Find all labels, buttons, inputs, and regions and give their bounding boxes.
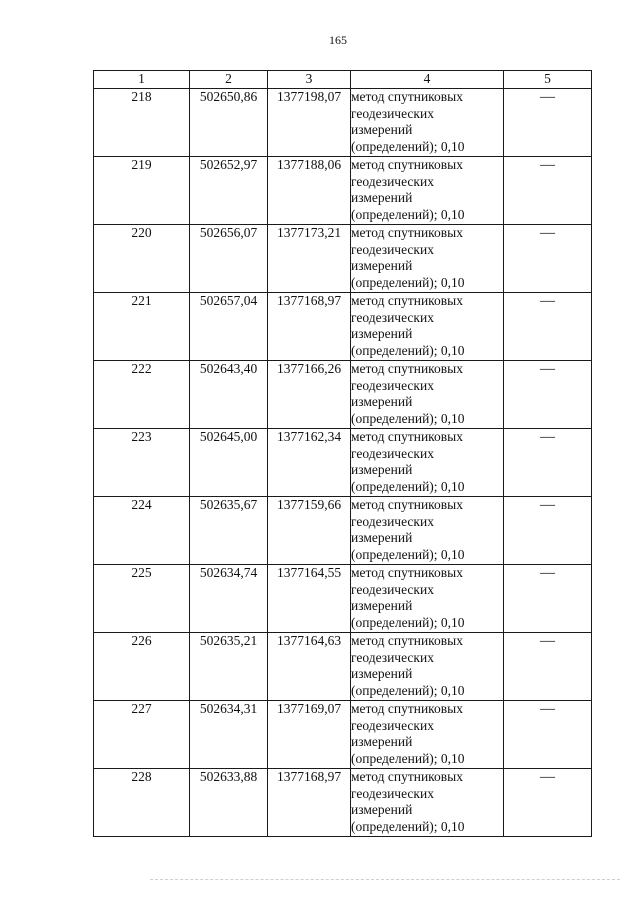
method-line: измерений	[351, 394, 413, 409]
table-row	[94, 565, 592, 633]
note-cell: —	[504, 293, 592, 361]
method-line: геодезических	[351, 581, 434, 597]
table-row	[94, 769, 592, 837]
note-cell: —	[504, 497, 592, 565]
table-row	[94, 361, 592, 429]
point-number-cell: 224	[94, 497, 190, 565]
column-header-1: 1	[94, 71, 190, 89]
point-number-cell: 222	[94, 361, 190, 429]
point-number-cell: 225	[94, 565, 190, 633]
table-header	[94, 71, 592, 89]
method-cell	[351, 429, 504, 497]
point-number-cell: 228	[94, 769, 190, 837]
table-row	[94, 157, 592, 225]
table-row	[94, 497, 592, 565]
method-line: метод спутниковых	[351, 565, 463, 580]
method-line: измерений	[351, 598, 413, 613]
method-cell	[351, 769, 504, 837]
method-line: измерений	[351, 462, 413, 477]
method-line: метод спутниковых	[351, 225, 463, 240]
x-coordinate-cell: 502657,04	[190, 293, 268, 361]
note-cell: —	[504, 429, 592, 497]
method-line: геодезических	[351, 445, 434, 461]
method-line: метод спутниковых	[351, 497, 463, 512]
method-line: измерений	[351, 802, 413, 817]
method-cell	[351, 157, 504, 225]
method-line: геодезических	[351, 241, 434, 257]
method-line: (определений); 0,10	[351, 478, 465, 494]
method-line: (определений); 0,10	[351, 274, 465, 290]
y-coordinate-cell: 1377164,55	[268, 565, 351, 633]
method-line: метод спутниковых	[351, 429, 463, 444]
point-number-cell: 226	[94, 633, 190, 701]
x-coordinate-cell: 502656,07	[190, 225, 268, 293]
x-coordinate-cell: 502650,86	[190, 89, 268, 157]
y-coordinate-cell: 1377188,06	[268, 157, 351, 225]
y-coordinate-cell: 1377198,07	[268, 89, 351, 157]
method-line: геодезических	[351, 785, 434, 801]
x-coordinate-cell: 502635,67	[190, 497, 268, 565]
table-row	[94, 701, 592, 769]
method-line: метод спутниковых	[351, 701, 463, 716]
y-coordinate-cell: 1377162,34	[268, 429, 351, 497]
method-line: измерений	[351, 530, 413, 545]
coordinates-table	[93, 70, 592, 837]
y-coordinate-cell: 1377168,97	[268, 293, 351, 361]
table-row	[94, 633, 592, 701]
method-cell	[351, 361, 504, 429]
table-row	[94, 225, 592, 293]
method-cell	[351, 701, 504, 769]
method-line: геодезических	[351, 309, 434, 325]
method-line: геодезических	[351, 717, 434, 733]
note-cell: —	[504, 157, 592, 225]
y-coordinate-cell: 1377168,97	[268, 769, 351, 837]
method-line: измерений	[351, 190, 413, 205]
y-coordinate-cell: 1377164,63	[268, 633, 351, 701]
column-header-5: 5	[504, 71, 592, 89]
y-coordinate-cell: 1377159,66	[268, 497, 351, 565]
x-coordinate-cell: 502643,40	[190, 361, 268, 429]
column-header-2: 2	[190, 71, 268, 89]
method-cell	[351, 565, 504, 633]
x-coordinate-cell: 502635,21	[190, 633, 268, 701]
note-cell: —	[504, 565, 592, 633]
method-line: геодезических	[351, 173, 434, 189]
y-coordinate-cell: 1377173,21	[268, 225, 351, 293]
column-header-3: 3	[268, 71, 351, 89]
method-cell	[351, 293, 504, 361]
method-line: (определений); 0,10	[351, 342, 465, 358]
method-line: метод спутниковых	[351, 293, 463, 308]
x-coordinate-cell: 502652,97	[190, 157, 268, 225]
x-coordinate-cell: 502633,88	[190, 769, 268, 837]
method-cell	[351, 497, 504, 565]
point-number-cell: 223	[94, 429, 190, 497]
method-line: метод спутниковых	[351, 361, 463, 376]
method-line: (определений); 0,10	[351, 750, 465, 766]
method-cell	[351, 633, 504, 701]
x-coordinate-cell: 502645,00	[190, 429, 268, 497]
note-cell: —	[504, 89, 592, 157]
table-row	[94, 89, 592, 157]
method-line: метод спутниковых	[351, 89, 463, 104]
method-line: (определений); 0,10	[351, 410, 465, 426]
method-line: геодезических	[351, 377, 434, 393]
point-number-cell: 218	[94, 89, 190, 157]
method-line: измерений	[351, 734, 413, 749]
method-line: (определений); 0,10	[351, 206, 465, 222]
x-coordinate-cell: 502634,74	[190, 565, 268, 633]
column-header-4: 4	[351, 71, 504, 89]
method-line: метод спутниковых	[351, 633, 463, 648]
method-line: (определений); 0,10	[351, 682, 465, 698]
method-line: (определений); 0,10	[351, 138, 465, 154]
point-number-cell: 221	[94, 293, 190, 361]
table-row	[94, 429, 592, 497]
method-line: (определений); 0,10	[351, 546, 465, 562]
page-number: 165	[329, 33, 347, 47]
x-coordinate-cell: 502634,31	[190, 701, 268, 769]
point-number-cell: 219	[94, 157, 190, 225]
note-cell: —	[504, 701, 592, 769]
y-coordinate-cell: 1377166,26	[268, 361, 351, 429]
method-cell	[351, 89, 504, 157]
method-line: (определений); 0,10	[351, 818, 465, 834]
method-line: геодезических	[351, 105, 434, 121]
method-line: измерений	[351, 122, 413, 137]
note-cell: —	[504, 633, 592, 701]
method-line: геодезических	[351, 513, 434, 529]
method-line: метод спутниковых	[351, 769, 463, 784]
method-line: измерений	[351, 666, 413, 681]
method-line: метод спутниковых	[351, 157, 463, 172]
point-number-cell: 220	[94, 225, 190, 293]
method-line: измерений	[351, 326, 413, 341]
method-line: (определений); 0,10	[351, 614, 465, 630]
note-cell: —	[504, 361, 592, 429]
point-number-cell: 227	[94, 701, 190, 769]
method-line: измерений	[351, 258, 413, 273]
footer-scan-artifact	[150, 879, 620, 883]
table-body	[94, 89, 592, 837]
header-row	[94, 71, 592, 89]
method-cell	[351, 225, 504, 293]
method-line: геодезических	[351, 649, 434, 665]
note-cell: —	[504, 769, 592, 837]
y-coordinate-cell: 1377169,07	[268, 701, 351, 769]
note-cell: —	[504, 225, 592, 293]
table-row	[94, 293, 592, 361]
